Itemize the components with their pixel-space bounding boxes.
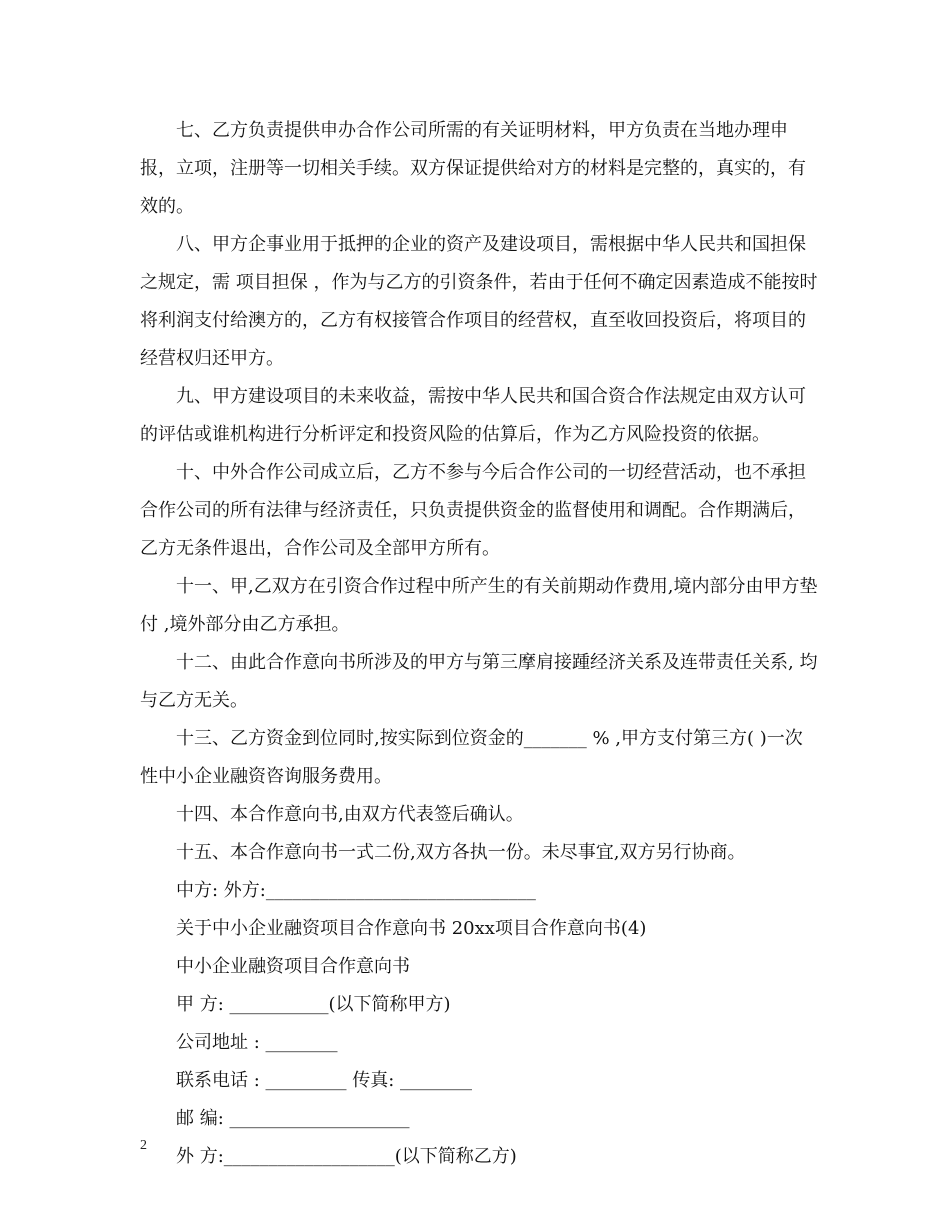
- clause-13: 十三、乙方资金到位同时,按实际到位资金的_______ % ,甲方支付第三方( )一次性中小企业融资咨询服务费用。: [140, 728, 803, 787]
- clause-12: 十二、由此合作意向书所涉及的甲方与第三摩肩接踵经济关系及连带责任关系, 均与乙方无关。: [140, 652, 818, 711]
- party-a-field: 甲 方: ___________(以下简称甲方): [176, 994, 451, 1015]
- party-b-field: 外 方:___________________(以下简称乙方): [176, 1146, 517, 1167]
- signature-line: 中方: 外方:______________________________: [176, 880, 536, 901]
- clause-7: 七、乙方负责提供申办合作公司所需的有关证明材料，甲方负责在当地办理申报，立项，注册等一切相关手续。双方保证提供给对方的材料是完整的，真实的，有效的。: [140, 120, 806, 217]
- clause-14: 十四、本合作意向书,由双方代表签后确认。: [176, 804, 524, 825]
- clause-11: 十一、甲,乙双方在引资合作过程中所产生的有关前期动作费用,境内部分由甲方垫付 ,境外部分由乙方承担。: [140, 576, 818, 635]
- clause-8: 八、甲方企事业用于抵押的企业的资产及建设项目，需根据中华人民共和国担保之规定，需 项目担保 ，作为与乙方的引资条件，若由于任何不确定因素造成不能按时将利润支付给澳方的，乙方有权接管合作项目的经营权，直至收回投资后，将项目的经营权归还甲方。: [140, 234, 818, 369]
- clause-15: 十五、本合作意向书一式二份,双方各执一份。未尽事宜,双方另行协商。: [176, 842, 746, 863]
- section-heading: 关于中小企业融资项目合作意向书 20xx项目合作意向书(4): [176, 918, 647, 939]
- document-title: 中小企业融资项目合作意向书: [176, 956, 410, 977]
- clause-10: 十、中外合作公司成立后，乙方不参与今后合作公司的一切经营活动，也不承担合作公司的所有法律与经济责任，只负责提供资金的监督使用和调配。合作期满后，乙方无条件退出，合作公司及全部甲方所有。: [140, 462, 806, 559]
- postal-code-field: 邮 编: ____________________: [176, 1108, 410, 1129]
- clause-9: 九、甲方建设项目的未来收益，需按中华人民共和国合资合作法规定由双方认可的评估或谁机构进行分析评定和投资风险的估算后，作为乙方风险投资的依据。: [140, 386, 806, 445]
- phone-fax-field: 联系电话 : _________ 传真: ________: [176, 1070, 473, 1091]
- company-address-field: 公司地址 : ________: [176, 1032, 338, 1053]
- document-body: [140, 112, 820, 1176]
- page-number: 2: [140, 1138, 147, 1153]
